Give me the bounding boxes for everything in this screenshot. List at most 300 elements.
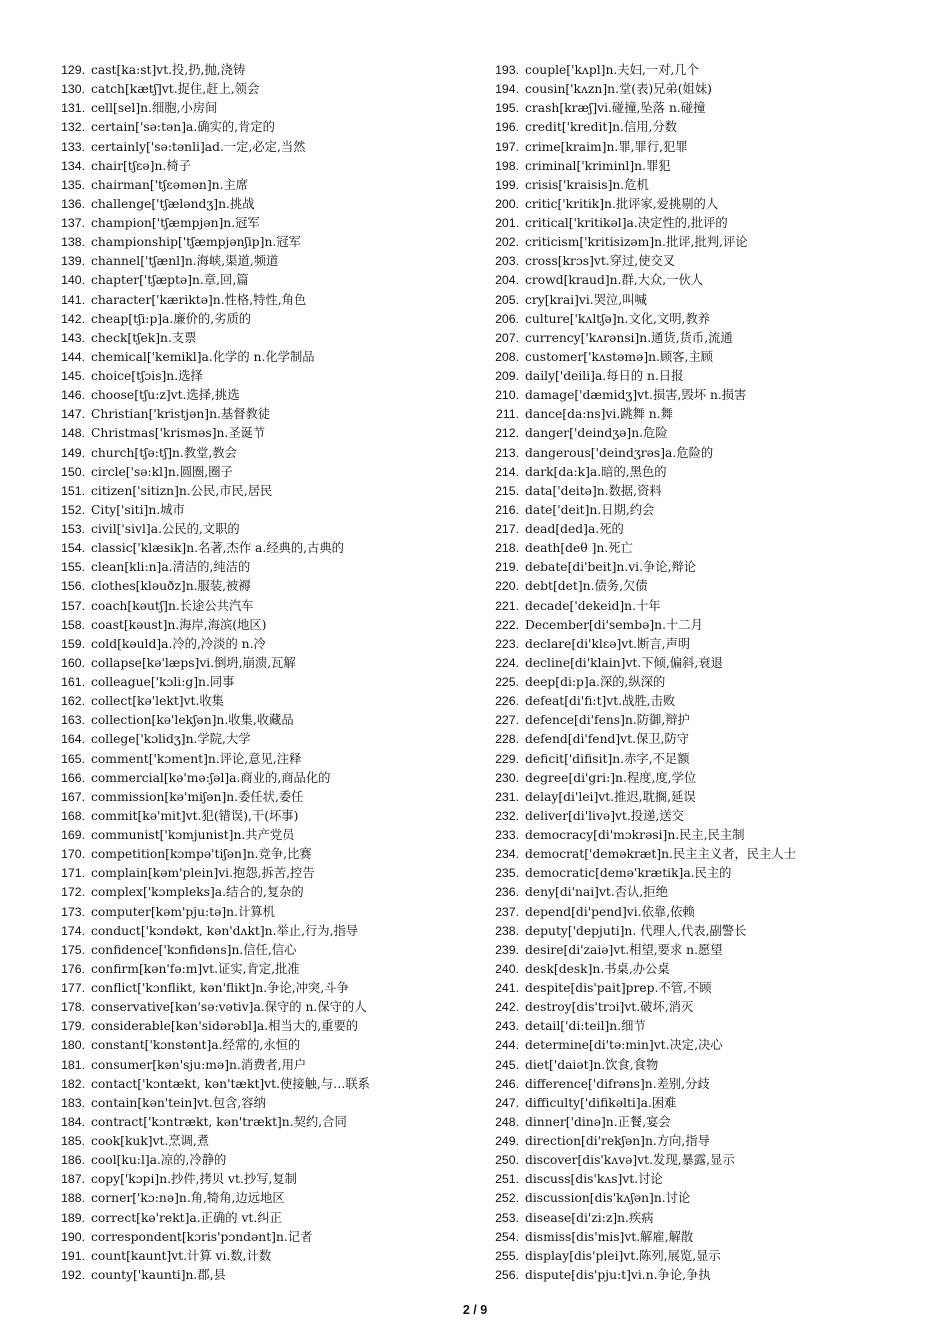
entry-text: check[tʃek]n.支票	[91, 330, 197, 345]
vocabulary-entry	[56, 520, 456, 539]
entry-text: contact['kɔntækt, kən'tækt]vt.使接触,与…联系	[91, 1076, 370, 1091]
entry-text: commercial[kə'mə:ʃəl]a.商业的,商品化的	[91, 770, 331, 785]
entry-number: 254.	[495, 1229, 519, 1244]
vocabulary-entry	[56, 730, 456, 749]
vocabulary-entry	[56, 1151, 456, 1170]
entry-number: 157.	[61, 598, 85, 613]
vocabulary-entry	[56, 367, 456, 386]
entry-text: difference['difrəns]n.差别,分歧	[525, 1076, 710, 1091]
entry-number: 182.	[61, 1076, 85, 1091]
entry-text: disease[di'zi:z]n.疾病	[525, 1210, 654, 1225]
entry-number: 173.	[61, 904, 85, 919]
entry-text: classic['klæsik]n.名著,杰作 a.经典的,古典的	[91, 541, 344, 556]
entry-number: 160.	[61, 655, 85, 670]
entry-number: 134.	[61, 158, 85, 173]
entry-number: 236.	[495, 885, 519, 900]
entry-text: deny[di'nai]vt.否认,拒绝	[525, 885, 668, 900]
vocabulary-entry	[490, 329, 930, 348]
entry-number: 145.	[61, 369, 85, 383]
vocabulary-entry	[56, 1209, 456, 1228]
vocabulary-entry	[56, 1036, 456, 1055]
entry-number: 177.	[61, 981, 85, 995]
vocabulary-entry	[490, 539, 930, 558]
entry-text: depend[di'pend]vi.依靠,依赖	[525, 904, 695, 919]
entry-text: discover[dis'kʌvə]vt.发现,暴露,显示	[525, 1153, 735, 1168]
vocabulary-entry	[490, 941, 930, 960]
vocabulary-entry	[56, 1094, 456, 1113]
entry-text: difficulty['difikəlti]a.困难	[525, 1095, 677, 1110]
entry-number: 193.	[495, 63, 519, 77]
entry-text: dispute[dis'pju:t]vi.n.争论,争执	[525, 1267, 711, 1282]
entry-number: 196.	[495, 120, 519, 135]
entry-number: 147.	[61, 407, 85, 422]
vocabulary-entry	[490, 520, 930, 539]
entry-text: choose[tʃu:z]vt.选择,挑选	[91, 388, 240, 403]
entry-number: 229.	[495, 751, 519, 766]
entry-text: county['kaunti]n.郡,县	[91, 1267, 226, 1282]
vocabulary-entry	[56, 807, 456, 826]
entry-number: 181.	[61, 1057, 85, 1072]
entry-text: coach[kəutʃ]n.长途公共汽车	[91, 598, 254, 613]
entry-text: chair[tʃεə]n.椅子	[91, 158, 191, 173]
entry-text: cheap[tʃi:p]a.廉价的,劣质的	[91, 311, 252, 326]
vocabulary-entry	[56, 80, 456, 99]
vocabulary-entry	[490, 463, 930, 482]
entry-text: discussion[dis'kʌʃən]n.讨论	[525, 1191, 691, 1206]
vocabulary-entry	[490, 80, 930, 99]
vocabulary-entry	[490, 558, 930, 577]
entry-number: 152.	[61, 502, 85, 517]
entry-text: constant['kɔnstənt]a.经常的,永恒的	[91, 1038, 301, 1053]
entry-number: 206.	[495, 311, 519, 326]
entry-text: challenge['tʃæləndʒ]n.挑战	[91, 196, 255, 211]
entry-text: customer['kʌstəmə]n.顾客,主顾	[525, 349, 714, 364]
vocabulary-entry	[490, 807, 930, 826]
entry-number: 190.	[61, 1229, 85, 1244]
vocabulary-entry	[490, 99, 930, 118]
entry-number: 231.	[495, 789, 519, 804]
entry-number: 175.	[61, 942, 85, 957]
entry-text: desire[di'zaiə]vt.相望,要求 n.愿望	[525, 942, 723, 957]
entry-text: commission[kə'miʃən]n.委任状,委任	[91, 789, 304, 804]
vocabulary-entry	[56, 711, 456, 730]
entry-number: 204.	[495, 273, 519, 288]
vocabulary-entry	[490, 176, 930, 195]
entry-number: 205.	[495, 292, 519, 307]
entry-number: 230.	[495, 770, 519, 785]
entry-text: danger['deindʒə]n.危险	[525, 426, 668, 441]
entry-text: clothes[kləuðz]n.服装,被褥	[91, 579, 251, 594]
page-number: 2 / 9	[462, 1303, 488, 1317]
entry-text: decade['dekeid]n.十年	[525, 598, 661, 613]
entry-number: 163.	[61, 713, 85, 728]
vocabulary-entry	[490, 501, 930, 520]
vocabulary-entry	[56, 405, 456, 424]
vocabulary-entry	[490, 711, 930, 730]
vocabulary-entry	[490, 845, 930, 864]
entry-text: crash[kræʃ]vi.碰撞,坠落 n.碰撞	[525, 101, 706, 116]
entry-text: comment['kɔment]n.评论,意见,注释	[91, 751, 302, 766]
vocabulary-entry	[56, 1228, 456, 1247]
entry-text: colleague['kɔli:g]n.同事	[91, 675, 235, 689]
entry-number: 133.	[61, 139, 85, 154]
entry-number: 197.	[495, 139, 519, 154]
vocabulary-entry	[490, 864, 930, 883]
vocabulary-entry	[490, 1113, 930, 1132]
vocabulary-entry	[490, 444, 930, 463]
vocabulary-entry	[490, 367, 930, 386]
entry-text: dangerous['deindʒrəs]a.危险的	[525, 445, 714, 460]
vocabulary-column-left	[56, 61, 456, 1285]
vocabulary-entry	[56, 1170, 456, 1189]
vocabulary-entry	[56, 558, 456, 577]
entry-number: 170.	[61, 847, 85, 862]
entry-number: 164.	[61, 732, 85, 747]
entry-text: corner['kɔ:nə]n.角,犄角,边远地区	[91, 1191, 285, 1206]
vocabulary-entry	[56, 597, 456, 616]
entry-number: 233.	[495, 828, 519, 842]
entry-text: damage['dæmidʒ]vt.损害,毁坏 n.损害	[525, 388, 747, 403]
entry-text: chemical['kemikl]a.化学的 n.化学制品	[91, 349, 315, 364]
entry-text: currency['kʌrənsi]n.通货,货币,流通	[525, 330, 733, 345]
vocabulary-entry	[56, 635, 456, 654]
entry-text: City['siti]n.城市	[91, 502, 185, 517]
entry-number: 246.	[495, 1076, 519, 1091]
entry-number: 142.	[61, 311, 85, 326]
entry-number: 194.	[495, 82, 519, 97]
entry-number: 222.	[495, 617, 519, 632]
entry-text: deficit['difisit]n.赤字,不足额	[525, 751, 690, 766]
entry-number: 256.	[495, 1267, 519, 1282]
vocabulary-entry	[56, 769, 456, 788]
vocabulary-entry	[56, 539, 456, 558]
vocabulary-entry	[490, 692, 930, 711]
entry-text: deep[di:p]a.深的,纵深的	[525, 675, 666, 689]
entry-text: confirm[kən'fə:m]vt.证实,肯定,批准	[91, 961, 300, 976]
entry-number: 199.	[495, 177, 519, 192]
entry-text: correct[kə'rekt]a.正确的 vt.纠正	[91, 1210, 282, 1225]
vocabulary-entry	[56, 1056, 456, 1075]
entry-text: cry[krai]vi.哭泣,叫喊	[525, 292, 647, 307]
entry-text: data['deitə]n.数据,资料	[525, 483, 662, 498]
entry-number: 213.	[495, 445, 519, 460]
vocabulary-entry	[490, 1036, 930, 1055]
entry-number: 132.	[61, 120, 85, 135]
entry-number: 192.	[61, 1267, 85, 1282]
entry-number: 183.	[61, 1095, 85, 1110]
entry-text: deputy['depjuti]n. 代理人,代表,副警长	[525, 923, 747, 938]
entry-number: 218.	[495, 541, 519, 556]
entry-number: 149.	[61, 445, 85, 460]
entry-number: 172.	[61, 885, 85, 900]
entry-number: 174.	[61, 923, 85, 938]
entry-number: 153.	[61, 522, 85, 536]
entry-text: cook[kuk]vt.烹调,煮	[91, 1134, 210, 1148]
entry-number: 239.	[495, 942, 519, 957]
entry-number: 225.	[495, 675, 519, 689]
entry-number: 146.	[61, 388, 85, 403]
entry-number: 210.	[495, 388, 519, 403]
entry-text: Christian['kristjən]n.基督教徒	[91, 407, 271, 422]
entry-text: clean[kli:n]a.清洁的,纯洁的	[91, 560, 251, 575]
entry-text: diet['daiət]n.饮食,食物	[525, 1057, 659, 1072]
entry-text: direction[di'rekʃən]n.方向,指导	[525, 1134, 710, 1148]
vocabulary-entry	[56, 883, 456, 902]
vocabulary-entry	[56, 348, 456, 367]
entry-text: coast[kəust]n.海岸,海滨(地区)	[91, 617, 267, 632]
entry-text: complex['kɔmpleks]a.结合的,复杂的	[91, 885, 304, 900]
vocabulary-entry	[56, 1113, 456, 1132]
entry-number: 243.	[495, 1019, 519, 1034]
entry-number: 189.	[61, 1210, 85, 1225]
vocabulary-entry	[56, 1075, 456, 1094]
entry-text: crime[kraim]n.罪,罪行,犯罪	[525, 139, 688, 154]
entry-number: 139.	[61, 254, 85, 269]
entry-text: cold[kəuld]a.冷的,冷淡的 n.冷	[91, 636, 266, 651]
entry-text: date['deit]n.日期,约会	[525, 502, 655, 517]
vocabulary-entry	[56, 233, 456, 252]
entry-text: debt[det]n.债务,欠债	[525, 579, 648, 594]
entry-text: determine[di'tə:min]vt.决定,决心	[525, 1038, 723, 1053]
vocabulary-entry	[56, 1189, 456, 1208]
entry-number: 156.	[61, 579, 85, 594]
vocabulary-entry	[56, 1017, 456, 1036]
entry-number: 247.	[495, 1095, 519, 1110]
entry-number: 180.	[61, 1038, 85, 1053]
entry-text: collapse[kə'læps]vi.倒坍,崩溃,瓦解	[91, 655, 296, 670]
vocabulary-entry	[490, 291, 930, 310]
entry-number: 245.	[495, 1057, 519, 1072]
vocabulary-entry	[490, 998, 930, 1017]
entry-text: death[deθ ]n.死亡	[525, 541, 633, 556]
entry-text: citizen['sitizn]n.公民,市民,居民	[91, 483, 273, 498]
entry-text: dark[da:k]a.暗的,黑色的	[525, 464, 667, 479]
vocabulary-entry	[56, 271, 456, 290]
vocabulary-entry	[490, 118, 930, 137]
entry-number: 185.	[61, 1134, 85, 1148]
entry-number: 158.	[61, 617, 85, 632]
entry-number: 159.	[61, 636, 85, 651]
entry-text: desk[desk]n.书桌,办公桌	[525, 961, 670, 976]
vocabulary-entry	[56, 845, 456, 864]
vocabulary-entry	[56, 1132, 456, 1151]
entry-text: circle['sə:kl]n.圆圈,圈子	[91, 464, 233, 479]
entry-text: considerable[kən'sidərəbl]a.相当大的,重要的	[91, 1019, 359, 1034]
entry-text: degree[di'gri:]n.程度,度,学位	[525, 770, 697, 785]
entry-number: 200.	[495, 196, 519, 211]
entry-number: 154.	[61, 541, 85, 556]
vocabulary-entry	[490, 424, 930, 443]
entry-number: 184.	[61, 1114, 85, 1129]
entry-text: civil['sivl]a.公民的,文职的	[91, 522, 240, 536]
vocabulary-entry	[490, 386, 930, 405]
entry-number: 253.	[495, 1210, 519, 1225]
vocabulary-entry	[56, 998, 456, 1017]
vocabulary-entry	[56, 1266, 456, 1285]
entry-text: cross[krɔs]vt.穿过,使交叉	[525, 254, 676, 269]
vocabulary-entry	[56, 252, 456, 271]
entry-text: competition[kɔmpə'tiʃən]n.竞争,比赛	[91, 847, 312, 862]
entry-text: delay[di'lei]vt.推迟,耽搁,延误	[525, 789, 696, 804]
vocabulary-entry	[56, 1247, 456, 1266]
entry-number: 148.	[61, 426, 85, 441]
vocabulary-entry	[56, 291, 456, 310]
vocabulary-entry	[490, 826, 930, 845]
vocabulary-entry	[490, 903, 930, 922]
entry-number: 244.	[495, 1038, 519, 1053]
entry-text: deliver[di'livə]vt.投递,送交	[525, 808, 684, 823]
entry-text: criticism['kritisizəm]n.批评,批判,评论	[525, 235, 748, 250]
entry-number: 208.	[495, 349, 519, 364]
entry-text: choice[tʃɔis]n.选择	[91, 369, 203, 383]
entry-number: 140.	[61, 273, 85, 288]
entry-text: democratic[demə'krætik]a.民主的	[525, 866, 732, 881]
entry-text: cool[ku:l]a.凉的,冷静的	[91, 1153, 227, 1168]
entry-number: 203.	[495, 254, 519, 269]
entry-number: 211.	[495, 407, 519, 422]
entry-number: 252.	[495, 1191, 519, 1206]
entry-text: consumer[kən'sju:mə]n.消费者,用户	[91, 1057, 307, 1072]
entry-number: 131.	[61, 101, 85, 116]
entry-number: 242.	[495, 1000, 519, 1015]
entry-text: discuss[dis'kʌs]vt.讨论	[525, 1172, 663, 1187]
vocabulary-entry	[56, 673, 456, 692]
vocabulary-entry	[56, 864, 456, 883]
entry-text: democracy[di'mɔkrəsi]n.民主,民主制	[525, 828, 745, 842]
vocabulary-entry	[490, 1209, 930, 1228]
entry-text: cousin['kʌzn]n.堂(表)兄弟(姐妹)	[525, 82, 712, 97]
vocabulary-entry	[490, 979, 930, 998]
entry-number: 232.	[495, 808, 519, 823]
entry-text: credit['kredit]n.信用,分数	[525, 120, 678, 135]
entry-number: 187.	[61, 1172, 85, 1187]
entry-text: dinner['dinə]n.正餐,宴会	[525, 1114, 671, 1129]
entry-text: contain[kən'tein]vt.包含,容纳	[91, 1095, 266, 1110]
entry-text: chairman['tʃεəmən]n.主席	[91, 177, 249, 192]
entry-text: champion['tʃæmpjən]n.冠军	[91, 216, 260, 230]
vocabulary-entry	[56, 922, 456, 941]
entry-number: 207.	[495, 330, 519, 345]
vocabulary-entry	[490, 1094, 930, 1113]
entry-number: 188.	[61, 1191, 85, 1206]
entry-number: 226.	[495, 694, 519, 709]
vocabulary-entry	[56, 195, 456, 214]
entry-text: computer[kəm'pju:tə]n.计算机	[91, 904, 275, 919]
entry-text: copy['kɔpi]n.抄件,拷贝 vt.抄写,复制	[91, 1172, 297, 1187]
entry-number: 135.	[61, 177, 85, 192]
entry-number: 212.	[495, 426, 519, 441]
entry-number: 161.	[61, 675, 85, 689]
entry-text: culture['kʌltʃə]n.文化,文明,教养	[525, 311, 711, 326]
vocabulary-entry	[490, 405, 930, 424]
entry-number: 129.	[61, 63, 85, 77]
entry-number: 137.	[61, 216, 85, 230]
entry-number: 248.	[495, 1114, 519, 1129]
entry-number: 130.	[61, 82, 85, 97]
entry-text: debate[di'beit]n.vi.争论,辩论	[525, 560, 697, 575]
entry-text: channel['tʃænl]n.海峡,渠道,频道	[91, 254, 279, 269]
entry-number: 223.	[495, 636, 519, 651]
entry-number: 201.	[495, 216, 519, 230]
vocabulary-entry	[490, 635, 930, 654]
entry-number: 214.	[495, 464, 519, 479]
entry-text: conservative[kən'sə:vətiv]a.保守的 n.保守的人	[91, 1000, 367, 1015]
entry-text: defence[di'fens]n.防御,辩护	[525, 713, 690, 728]
entry-text: church[tʃə:tʃ]n.教堂,教会	[91, 445, 237, 460]
vocabulary-entry	[490, 233, 930, 252]
entry-number: 144.	[61, 349, 85, 364]
entry-number: 234.	[495, 847, 519, 862]
entry-text: dance[da:ns]vi.跳舞 n.舞	[525, 407, 673, 422]
vocabulary-entry	[490, 673, 930, 692]
vocabulary-entry	[490, 61, 930, 80]
entry-number: 219.	[495, 560, 519, 575]
vocabulary-entry	[56, 960, 456, 979]
entry-text: Christmas['krisməs]n.圣诞节	[91, 426, 266, 441]
vocabulary-entry	[490, 750, 930, 769]
entry-number: 195.	[495, 101, 519, 116]
entry-text: critical['kritikəl]a.决定性的,批评的	[525, 216, 728, 230]
entry-text: display[dis'plei]vt.陈列,展览,显示	[525, 1248, 721, 1263]
vocabulary-entry	[56, 482, 456, 501]
entry-number: 228.	[495, 732, 519, 747]
entry-text: correspondent[kɔris'pɔndənt]n.记者	[91, 1229, 313, 1244]
entry-number: 224.	[495, 655, 519, 670]
vocabulary-entry	[490, 597, 930, 616]
entry-number: 251.	[495, 1172, 519, 1187]
vocabulary-entry	[490, 1017, 930, 1036]
entry-text: criminal['kriminl]n.罪犯	[525, 158, 671, 173]
entry-number: 151.	[61, 483, 85, 498]
vocabulary-entry	[56, 424, 456, 443]
entry-number: 202.	[495, 235, 519, 250]
entry-text: conflict['kɔnflikt, kən'flikt]n.争论,冲突,斗争	[91, 981, 349, 995]
entry-text: commit[kə'mit]vt.犯(错误),干(坏事)	[91, 808, 299, 823]
entry-text: defend[di'fend]vt.保卫,防守	[525, 732, 690, 747]
entry-number: 221.	[495, 598, 519, 613]
entry-text: catch[kætʃ]vt.捉住,赶上,领会	[91, 82, 260, 97]
entry-text: cast[ka:st]vt.投,扔,抛,浇铸	[91, 63, 246, 77]
entry-number: 141.	[61, 292, 85, 307]
entry-number: 241.	[495, 981, 519, 995]
entry-text: collect[kə'lekt]vt.收集	[91, 694, 224, 709]
entry-text: December[di'sembə]n.十二月	[525, 617, 703, 632]
vocabulary-entry	[56, 99, 456, 118]
vocabulary-entry	[490, 577, 930, 596]
entry-text: dismiss[dis'mis]vt.解雇,解散	[525, 1229, 694, 1244]
vocabulary-entry	[490, 252, 930, 271]
vocabulary-entry	[490, 883, 930, 902]
vocabulary-entry	[56, 329, 456, 348]
entry-number: 198.	[495, 158, 519, 173]
entry-text: contract['kɔntrækt, kən'trækt]n.契约,合同	[91, 1114, 347, 1129]
vocabulary-entry	[490, 214, 930, 233]
entry-text: college['kɔlidʒ]n.学院,大学	[91, 732, 251, 747]
entry-number: 162.	[61, 694, 85, 709]
entry-text: certain['sə:tən]a.确实的,肯定的	[91, 120, 275, 135]
entry-number: 237.	[495, 904, 519, 919]
entry-number: 171.	[61, 866, 85, 881]
entry-number: 165.	[61, 751, 85, 766]
entry-number: 238.	[495, 923, 519, 938]
vocabulary-entry	[490, 769, 930, 788]
entry-number: 138.	[61, 235, 85, 250]
vocabulary-entry	[490, 310, 930, 329]
entry-text: count[kaunt]vt.计算 vi.数,计数	[91, 1248, 272, 1263]
vocabulary-entry	[490, 616, 930, 635]
entry-number: 216.	[495, 502, 519, 517]
vocabulary-column-right	[490, 61, 930, 1285]
